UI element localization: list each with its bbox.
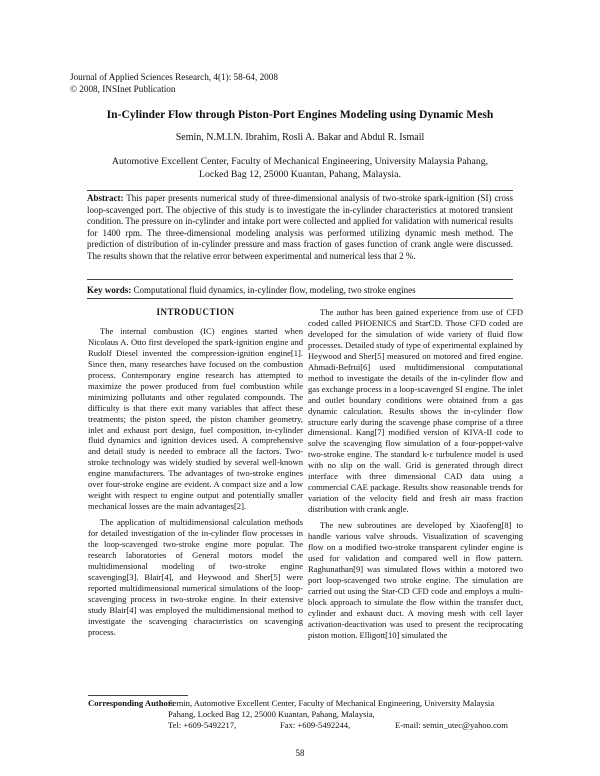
affiliation-line-2: Locked Bag 12, 25000 Kuantan, Pahang, Malaysia.: [199, 169, 401, 180]
journal-citation: [70, 71, 278, 95]
right-column: [308, 307, 523, 641]
abstract-label: Abstract:: [87, 193, 124, 203]
abstract-text: This paper presents numerical study of three-dimensional analysis of two-stroke spark-ignition (SI) cross loop-scavenged port. The objective of this study is to investigate the in-cylinder characteristics at motored transient condition. The pressure on in-cylinder and intake port were collected and applied for validation with numerical results for 1400 rpm. The three-dimensional modeling analysis was performed utilizing dynamic mesh method. The prediction of distribution of in-cylinder pressure and mass fraction of gases function of crank angle were discussed. The results shown that the relative error between experimental and numerical less that 2 %.: [87, 193, 513, 261]
keywords: [87, 285, 513, 295]
page-number: 58: [295, 748, 305, 758]
email: E-mail: semin_utec@yahoo.com: [395, 720, 508, 730]
abstract: [87, 193, 513, 263]
intro-paragraph: The application of multidimensional calculation methods for detailed investigation of the in-cylinder flow processes in the loop-scavenged two-stroke engine more popular. The research laboratories of General motors model the multidimensional modeling of two-stroke engine scavenging[3]. Blair[4], and Heywood and Sher[5] were reported multidimensional numerical simulations of the loop-scavenging process in two-stroke engine. In their extensive study Blair[4] was employed the multidimensional method to investigate the scavenging characteristics on scavenging process.: [88, 517, 303, 637]
corresponding-author-details: [168, 698, 533, 731]
corresponding-contact: [168, 720, 533, 731]
intro-paragraph: The new subroutines are developed by Xiaofeng[8] to handle various valve shrouds. Visualization of scavenging flow on a modified two-stroke transparent cylinder engine is used for validation and compared well in flow pattern. Raghunathan[9] was simulated flows within a motored two port loop-scavenged two stroke engine. The simulation are carried out using the Star-CD CFD code and employs a multi-block approach to simulate the flow within the transfer duct, cylinder and exhaust duct. A moving mesh with cell layer activation-deactivation was used to present the reciprocating piston motion. Elligott[10] simulated the: [308, 520, 523, 640]
keywords-text: Computational fluid dynamics, in-cylinder flow, modeling, two stroke engines: [133, 285, 416, 295]
intro-paragraph: The author has been gained experience from use of CFD coded called PHOENICS and StarCD. Those CFD coded are developed for the simulation of wide variety of fluid flow processes. Detailed study of type of experimental explained by Heywood and Sher[5] measured on motored and fired engine. Ahmadi-Befrui[6] used multidimensional computational method to investigate the details of the in-cylinder flow and gas exchange process in a loop-scavenged SI engine. The inlet and outlet boundary conditions were obtained from a gas dynamic calculation. Results shows the in-cylinder flow structure early during the scavenge phase comprise of a three dimensional. Kang[7] modified version of KIVA-II code to solve the scavenging flow simulation of a four-poppet-valve two-stroke engine. The standard k-ε turbulence model is used with no slip on the wall. Grid is generated through direct interface with three dimensional CAD data using a commercial CAE package. Results show reasonable trends for variation of the velocity field and fresh air mass fraction distribution with crank angle.: [308, 307, 523, 515]
paper-title: In-Cylinder Flow through Piston-Port Engines Modeling using Dynamic Mesh: [106, 108, 494, 121]
corresponding-address-line-1: Semin, Automotive Excellent Center, Faculty of Mechanical Engineering, University Malaysia: [168, 698, 495, 708]
keywords-top-rule: [87, 279, 513, 280]
abstract-top-rule: [87, 190, 513, 191]
authors: Semin, N.M.I.N. Ibrahim, Rosli A. Bakar and Abdul R. Ismail: [175, 132, 425, 143]
left-column: [88, 307, 303, 638]
journal-line: Journal of Applied Sciences Research, 4(1): 58-64, 2008: [70, 72, 278, 82]
section-heading-introduction: INTRODUCTION: [156, 307, 235, 317]
copyright-line: © 2008, INSInet Publication: [70, 84, 176, 94]
footnote-rule: [88, 695, 188, 696]
keywords-label: Key words:: [87, 285, 132, 295]
corresponding-address-line-2: Pahang, Locked Bag 12, 25000 Kuantan, Pahang, Malaysia,: [168, 709, 375, 719]
corresponding-author-label: Corresponding Author:: [88, 698, 175, 708]
keywords-bottom-rule: [87, 298, 513, 299]
telephone: Tel: +609-5492217,: [168, 720, 237, 730]
intro-paragraph: The internal combustion (IC) engines started when Nicolaus A. Otto first developed the spark-ignition engine and Rudolf Diesel invented the compression-ignition engine[1]. Since then, many researches have focused on the combustion process. Contemporary engine research has attempted to maximize the power produced from fuel combustion while minimizing pollutants and other regulated compounds. The difficulty is that there exit many variables that affect these treatments; the piston speed, the piston chamber geometry, inlet and exhaust port design, fuel composition, in-cylinder fluid dynamics and ignition devices used. A comprehensive and detail study is needed to embrace all the factors. Two-stroke technology was widely studied by several well-known engine manufacturers. The advantages of two-stroke engines over four-stroke engine are evident. A compact size and a low weight with respect to engine output and potentially smaller mechanical losses are the main advantages[2].: [88, 325, 303, 512]
affiliation-line-1: Automotive Excellent Center, Faculty of Mechanical Engineering, University Malaysia Pahang,: [111, 156, 489, 167]
fax: Fax: +609-5492244,: [280, 720, 351, 730]
affiliation: [85, 155, 515, 181]
